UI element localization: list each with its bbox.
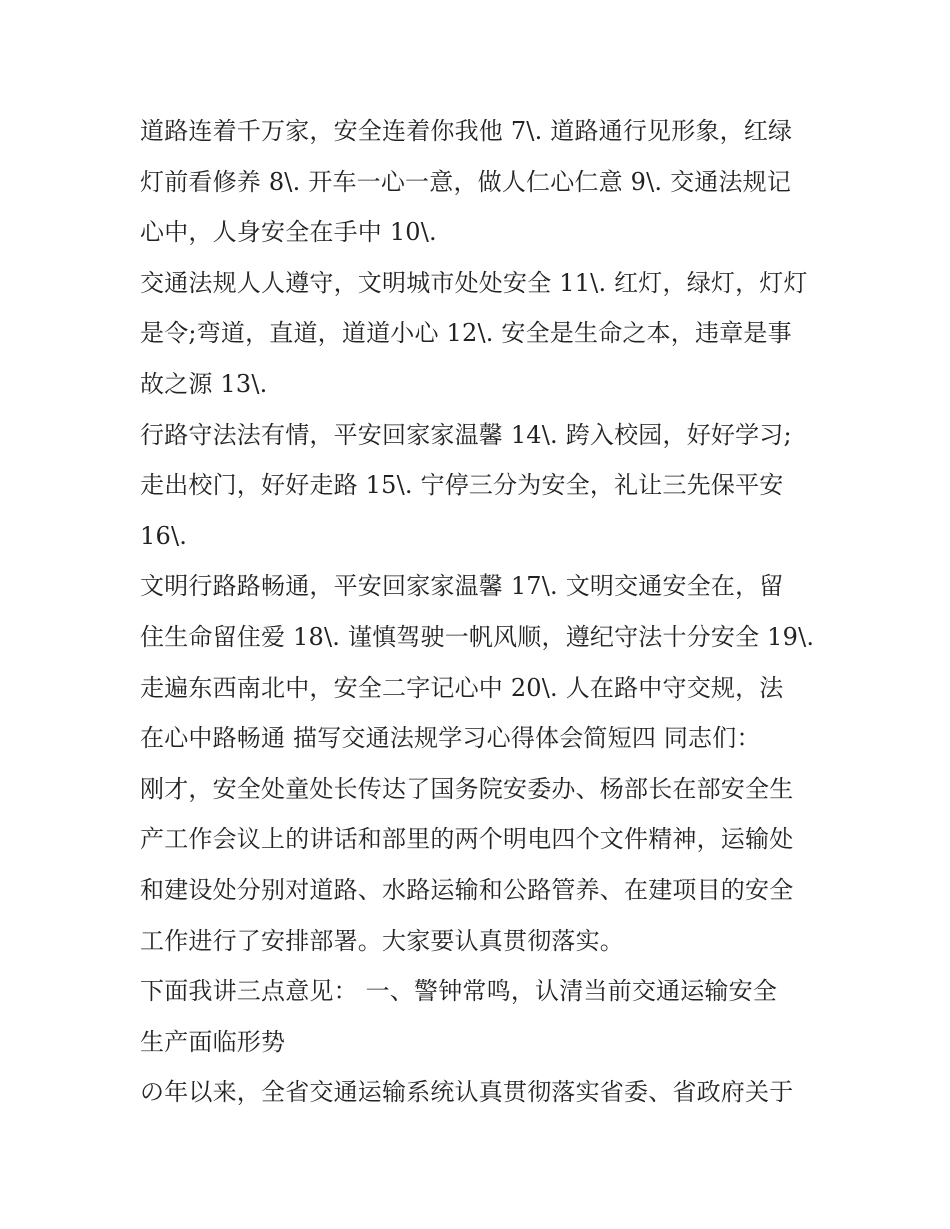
- text-line: 产工作会议上的讲话和部里的两个明电四个文件精神，运输处: [140, 825, 794, 854]
- paragraph-slogans-17-20: [140, 561, 830, 763]
- text-line: 走遍东西南北中，安全二字记心中 20\. 人在路中守交规，法: [140, 673, 784, 702]
- text-line: 道路连着千万家，安全连着你我他 7\. 道路通行见形象，红绿: [140, 117, 793, 145]
- paragraph-slogans-11-13: [140, 258, 830, 410]
- paragraph-slogans-7-10: [140, 106, 830, 258]
- text-line: 是令;弯道，直道，道道小心 12\. 安全是生命之本，违章是事: [140, 319, 792, 348]
- text-line: 生产面临形势: [140, 1027, 286, 1056]
- text-line: 16\.: [140, 521, 188, 550]
- text-line: 和建设处分别对道路、水路运输和公路管养、在建项目的安全: [140, 875, 794, 904]
- paragraph-section-heading: [140, 966, 830, 1067]
- text-line: 故之源 13\.: [140, 369, 268, 398]
- text-line: 文明行路路畅通，平安回家家温馨 17\. 文明交通安全在，留: [140, 572, 784, 601]
- document-body: [140, 106, 830, 1118]
- text-line: 灯前看修养 8\. 开车一心一意，做人仁心仁意 9\. 交通法规记: [140, 167, 792, 196]
- text-line: 行路守法法有情，平安回家家温馨 14\. 跨入校园，好好学习;: [140, 420, 792, 449]
- text-line: 住生命留住爱 18\. 谨慎驾驶一帆风顺，遵纪守法十分安全 19\.: [140, 622, 815, 651]
- text-line: 在心中路畅通 描写交通法规学习心得体会简短四 同志们：: [140, 724, 761, 753]
- text-line: 心中，人身安全在手中 10\.: [140, 218, 437, 247]
- text-line: 交通法规人人遵守，文明城市处处安全 11\. 红灯，绿灯，灯灯: [140, 268, 808, 297]
- text-line: 走出校门，好好走路 15\. 宁停三分为安全，礼让三先保平安: [140, 471, 784, 500]
- paragraph-speech-intro: [140, 764, 830, 966]
- text-line: 下面我讲三点意见： 一、警钟常鸣，认清当前交通运输安全: [140, 977, 778, 1006]
- text-line: 刚才，安全处童处长传达了国务院安委办、杨部长在部安全生: [140, 774, 794, 803]
- paragraph-slogans-14-16: [140, 410, 830, 562]
- text-line: 工作进行了安排部署。大家要认真贯彻落实。: [140, 926, 624, 955]
- paragraph-section-body: [140, 1067, 830, 1118]
- text-line: の年以来，全省交通运输系统认真贯彻落实省委、省政府关于: [140, 1078, 794, 1107]
